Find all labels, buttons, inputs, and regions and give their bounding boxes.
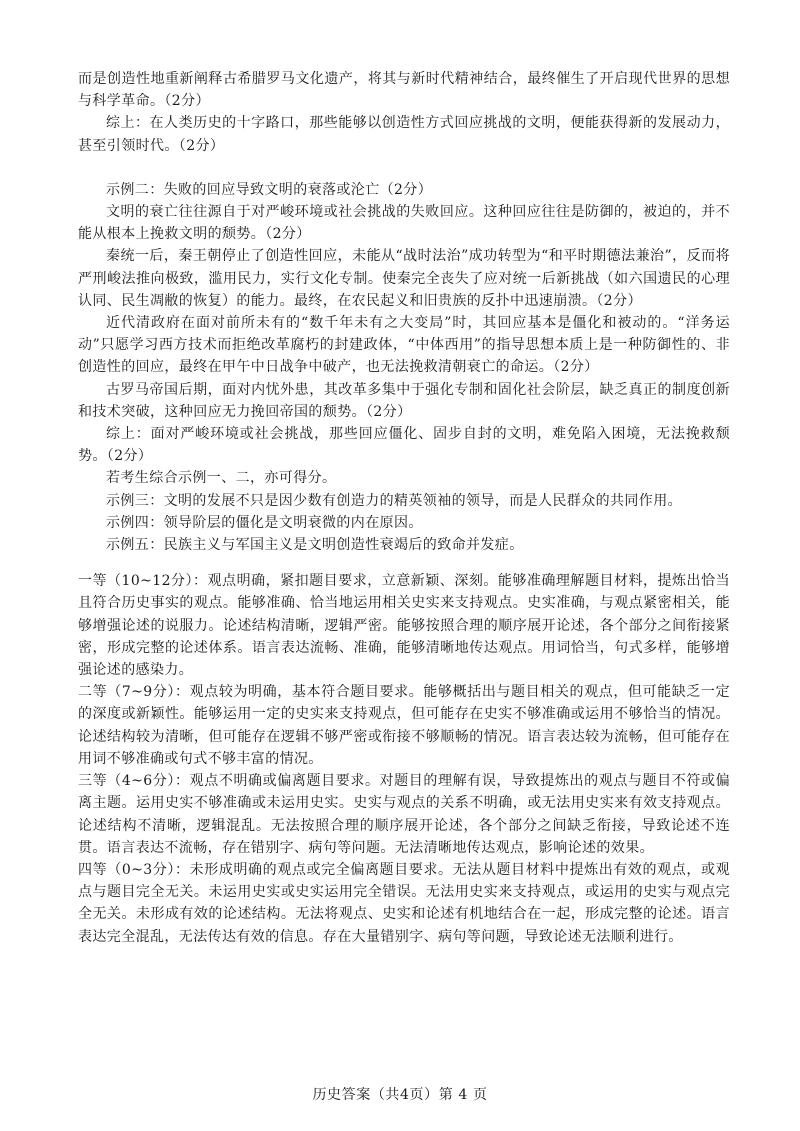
page-footer: 历史答案（共4页）第 4 页 xyxy=(312,1087,488,1103)
example2-qing: 近代清政府在面对前所未有的“数千年未有之大变局”时，其回应基本是僵化和被动的。“洋务运动”只愿学习西方技术而拒绝改革腐朽的封建政体，“中体西用”的指导思想本质上是一种防御性的、非创造性的回应，最终在甲午中日战争中破产，也无法挽救清朝衰亡的命运。（2分） xyxy=(78,315,730,376)
section-gap xyxy=(78,556,730,570)
combined-note: 若考生综合示例一、二，亦可得分。 xyxy=(106,470,337,487)
rubric-level-1: 一等（10~12分）：观点明确，紧扣题目要求，立意新颖、深刻。能够准确理解题目材料，提炼出恰当且符合历史事实的观点。能够准确、恰当地运用相关史实来支持观点。史实准确，与观点紧密相关，能够增强论述的说服力。论述结构清晰，逻辑严密。能够按照合理的顺序展开论述，各个部分之间衔接紧密，形成完整的论述体系。语言表达流畅、准确，能够清晰地传达观点。用词恰当，句式多样，能够增强论述的感染力。 xyxy=(78,573,730,679)
example2-qin: 秦统一后，秦王朝停止了创造性回应，未能从“战时法治”成功转型为“和平时期德法兼治”，反而将严刑峻法推向极致，滥用民力，实行文化专制。使秦完全丧失了应对统一后新挑战（如六国遗民的心理认同、民生凋敝的恢复）的能力。最终，在农民起义和旧贵族的反扑中迅速崩溃。（2分） xyxy=(78,248,730,309)
rubric-level-3: 三等（4~6分）：观点不明确或偏离题目要求。对题目的理解有误，导致提炼出的观点与题目不符或偏离主题。运用史实不够准确或未运用史实。史实与观点的关系不明确，或无法用史实来有效支持观点。论述结构不清晰，逻辑混乱。无法按照合理的顺序展开论述，各个部分之间缺乏衔接，导致论述不连贯。语言表达不流畅，存在错别字、病句等问题。无法清晰地传达观点，影响论述的效果。 xyxy=(78,773,730,856)
summary-example1: 综上：在人类历史的十字路口，那些能够以创造性方式回应挑战的文明，便能获得新的发展动力，甚至引领时代。（2分） xyxy=(78,115,730,154)
example4: 示例四：领导阶层的僵化是文明衰微的内在原因。 xyxy=(106,514,423,531)
example3: 示例三：文明的发展不只是因少数有创造力的精英领袖的领导，而是人民群众的共同作用。 xyxy=(106,492,682,509)
example2-intro: 文明的衰亡往往源自于对严峻环境或社会挑战的失败回应。这种回应往往是防御的，被迫的，并不能从根本上挽救文明的颓势。（2分） xyxy=(78,204,730,243)
answer-document xyxy=(78,68,730,948)
paragraph-continuation: 而是创造性地重新阐释古希腊罗马文化遗产，将其与新时代精神结合，最终催生了开启现代世界的思想与科学革命。（2分） xyxy=(78,71,730,110)
section-gap xyxy=(78,157,730,179)
example5: 示例五：民族主义与军国主义是文明创造性衰竭后的致命并发症。 xyxy=(106,537,524,554)
example2-heading: 示例二：失败的回应导致文明的衰落或沦亡（2分） xyxy=(106,181,433,198)
example2-rome: 古罗马帝国后期，面对内忧外患，其改革多集中于强化专制和固化社会阶层，缺乏真正的制度创新和技术突破，这种回应无力挽回帝国的颓势。（2分） xyxy=(78,381,730,420)
summary-example2: 综上：面对严峻环境或社会挑战，那些回应僵化、固步自封的文明，难免陷入困境，无法挽救颓势。（2分） xyxy=(78,426,730,465)
rubric-level-2: 二等（7~9分）：观点较为明确，基本符合题目要求。能够概括出与题目相关的观点，但可能缺乏一定的深度或新颖性。能够运用一定的史实来支持观点，但可能存在史实不够准确或运用不够恰当的情况。论述结构较为清晰，但可能存在逻辑不够严密或衔接不够顺畅的情况。语言表达较为流畅，但可能存在用词不够准确或句式不够丰富的情况。 xyxy=(78,684,730,767)
rubric-level-4: 四等（0~3分）：未形成明确的观点或完全偏离题目要求。无法从题目材料中提炼出有效的观点，或观点与题目完全无关。未运用史实或史实运用完全错误。无法用史实来支持观点，或运用的史实与观点完全无关。未形成有效的论述结构。无法将观点、史实和论述有机地结合在一起，形成完整的论述。语言表达完全混乱，无法传达有效的信息。存在大量错别字、病句等问题，导致论述无法顺利进行。 xyxy=(78,861,730,945)
